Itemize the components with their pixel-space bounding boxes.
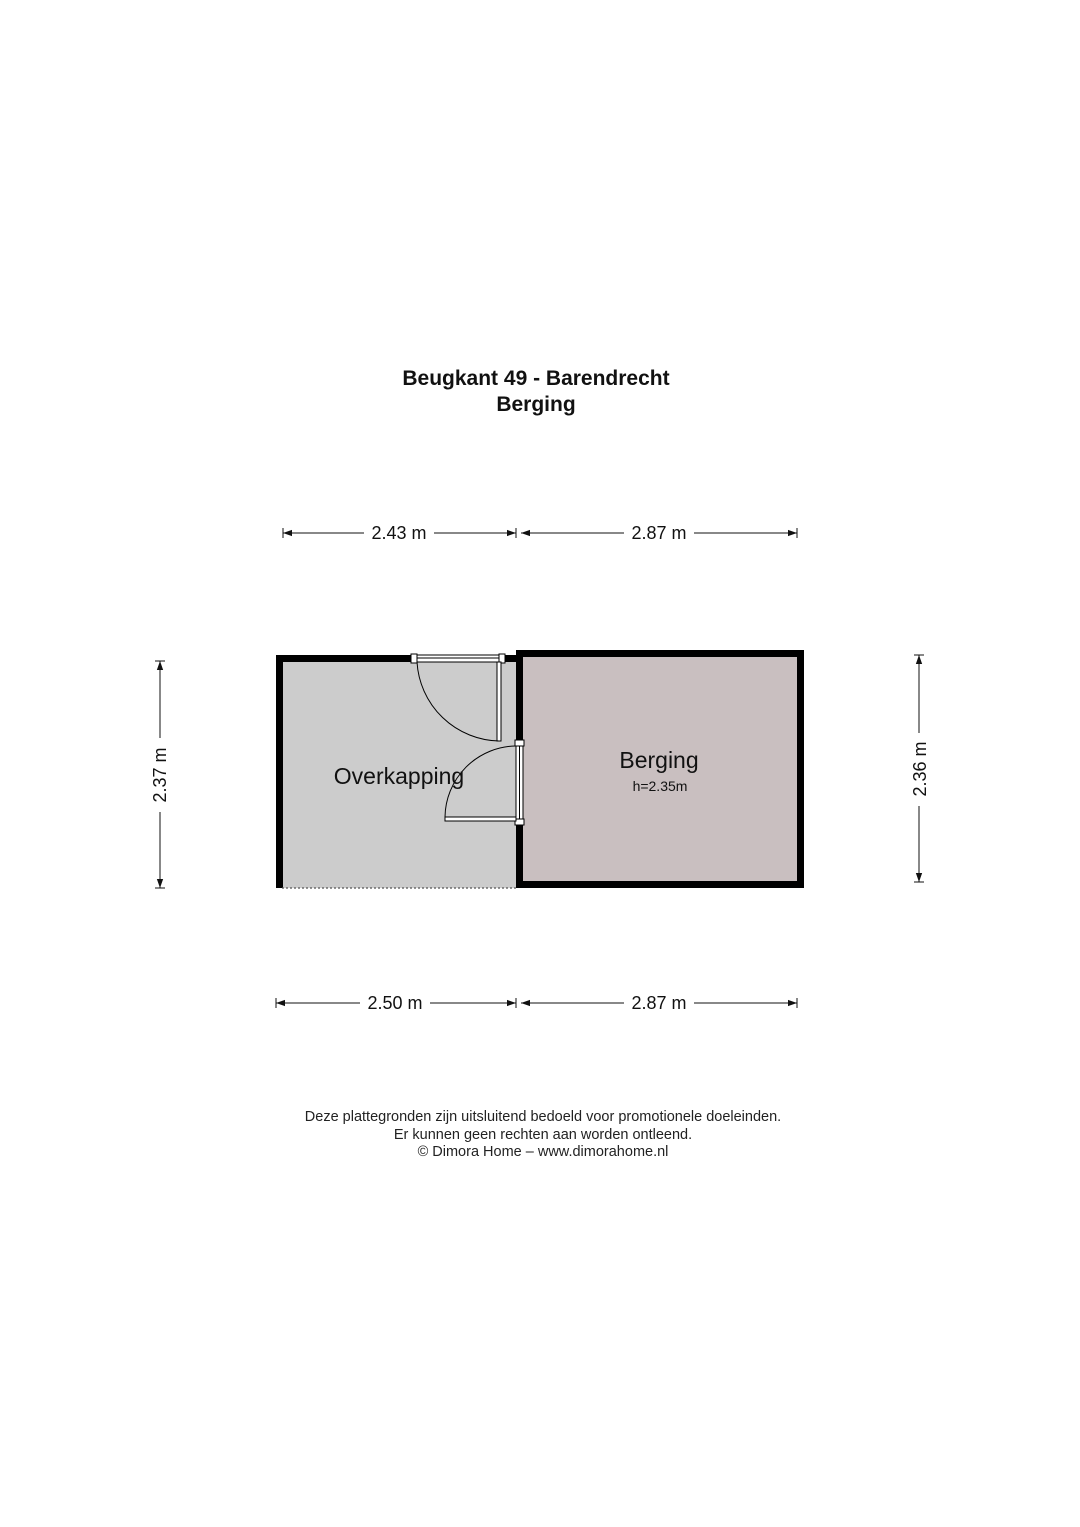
dim-bottom-left: 2.50 m xyxy=(367,993,423,1013)
dimension-bottom xyxy=(276,993,797,1013)
dim-bottom-right: 2.87 m xyxy=(631,993,687,1013)
berging-height: h=2.35m xyxy=(632,778,688,794)
disclaimer-line-2: Er kunnen geen rechten aan worden ontleend. xyxy=(393,1127,693,1143)
dim-top-right: 2.87 m xyxy=(631,523,687,543)
dim-top-left: 2.43 m xyxy=(371,523,427,543)
overkapping-label: Overkapping xyxy=(333,763,465,789)
dim-left: 2.37 m xyxy=(150,747,170,803)
berging-label: Berging xyxy=(619,747,699,773)
dimension-right xyxy=(910,655,930,882)
disclaimer-line-3: © Dimora Home – www.dimorahome.nl xyxy=(417,1144,669,1160)
disclaimer-line-1: Deze plattegronden zijn uitsluitend bedoeld voor promotionele doeleinden. xyxy=(304,1109,782,1125)
dimension-left xyxy=(150,661,170,888)
plan-title: Beugkant 49 - Barendrecht xyxy=(402,367,670,390)
dimension-top xyxy=(283,523,797,543)
dim-right: 2.36 m xyxy=(910,741,930,797)
plan-subtitle: Berging xyxy=(496,393,576,416)
